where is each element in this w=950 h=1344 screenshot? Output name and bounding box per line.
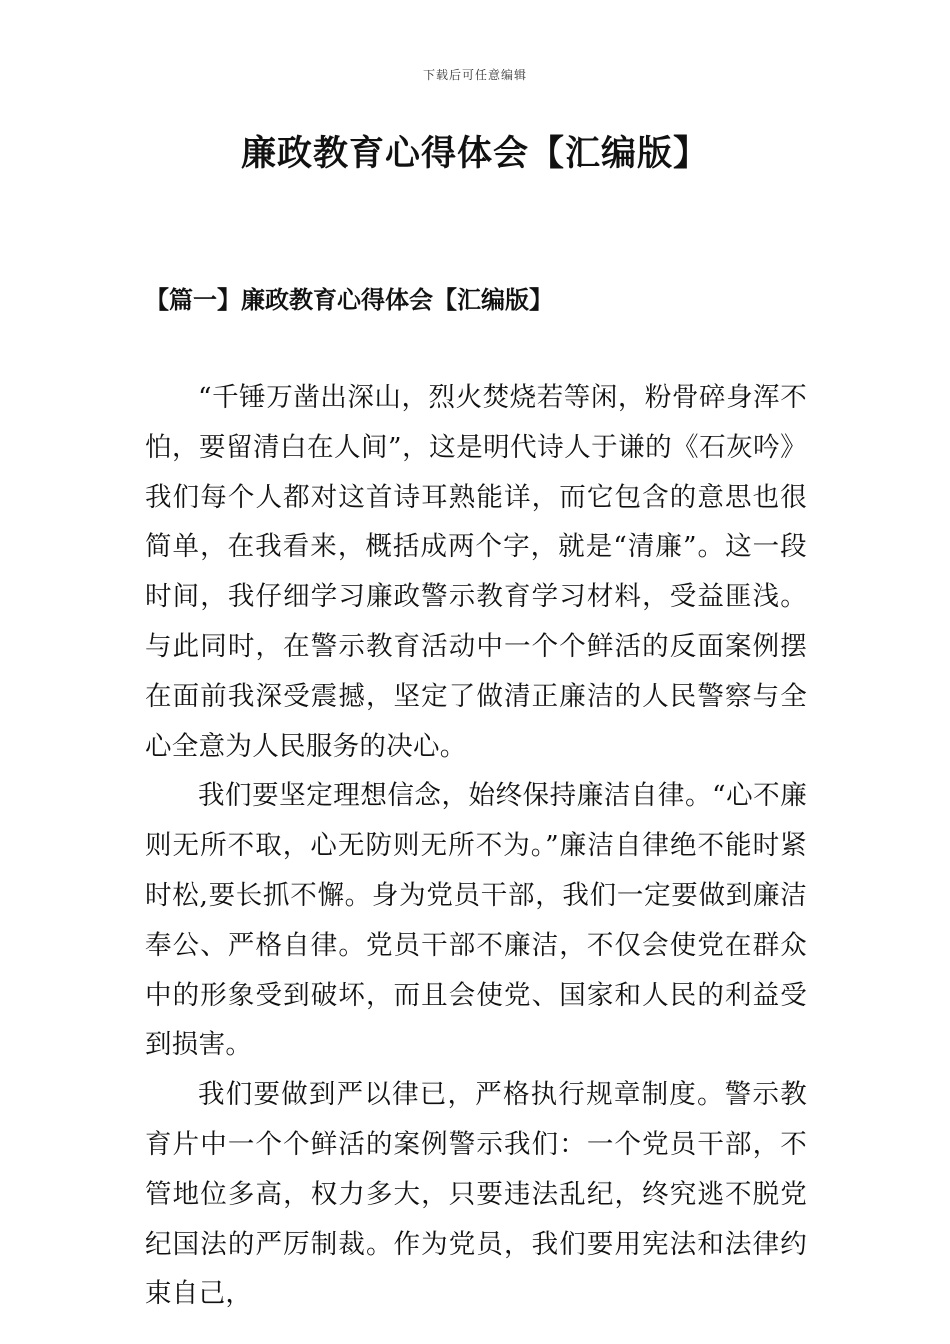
section-heading: 【篇一】廉政教育心得体会【汇编版】 [145, 285, 553, 314]
document-title: 廉政教育心得体会【汇编版】 [240, 134, 709, 174]
header-note: 下载后可任意编辑 [422, 68, 527, 82]
paragraph-2: 我们要坚定理想信念，始终保持廉洁自律。“心不廉则无所不取，心无防则无所不为。”廉洁自律绝不能时紧时松,要长抓不懈。身为党员干部，我们一定要做到廉洁奉公、严格自律。党员干部不廉洁，不仅会使党在群众中的形象受到破坏，而且会使党、国家和人民的利益受到损害。 [145, 780, 807, 1061]
document-body [145, 373, 807, 1319]
paragraph-3: 我们要做到严以律已，严格执行规章制度。警示教育片中一个个鲜活的案例警示我们：一个党员干部，不管地位多高，权力多大，只要违法乱纪，终究逃不脱党纪国法的严厉制裁。作为党员，我们要用宪法和法律约束自己， [145, 1079, 807, 1310]
paragraph-1: “千锤万凿出深山，烈火焚烧若等闲，粉骨碎身浑不怕，要留清白在人间”，这是明代诗人于谦的《石灰吟》我们每个人都对这首诗耳熟能详，而它包含的意思也很简单，在我看来，概括成两个字，就是“清廉”。这一段时间，我仔细学习廉政警示教育学习材料，受益匪浅。与此同时，在警示教育活动中一个个鲜活的反面案例摆在面前我深受震撼，坚定了做清正廉洁的人民警察与全心全意为人民服务的决心。 [145, 382, 807, 762]
